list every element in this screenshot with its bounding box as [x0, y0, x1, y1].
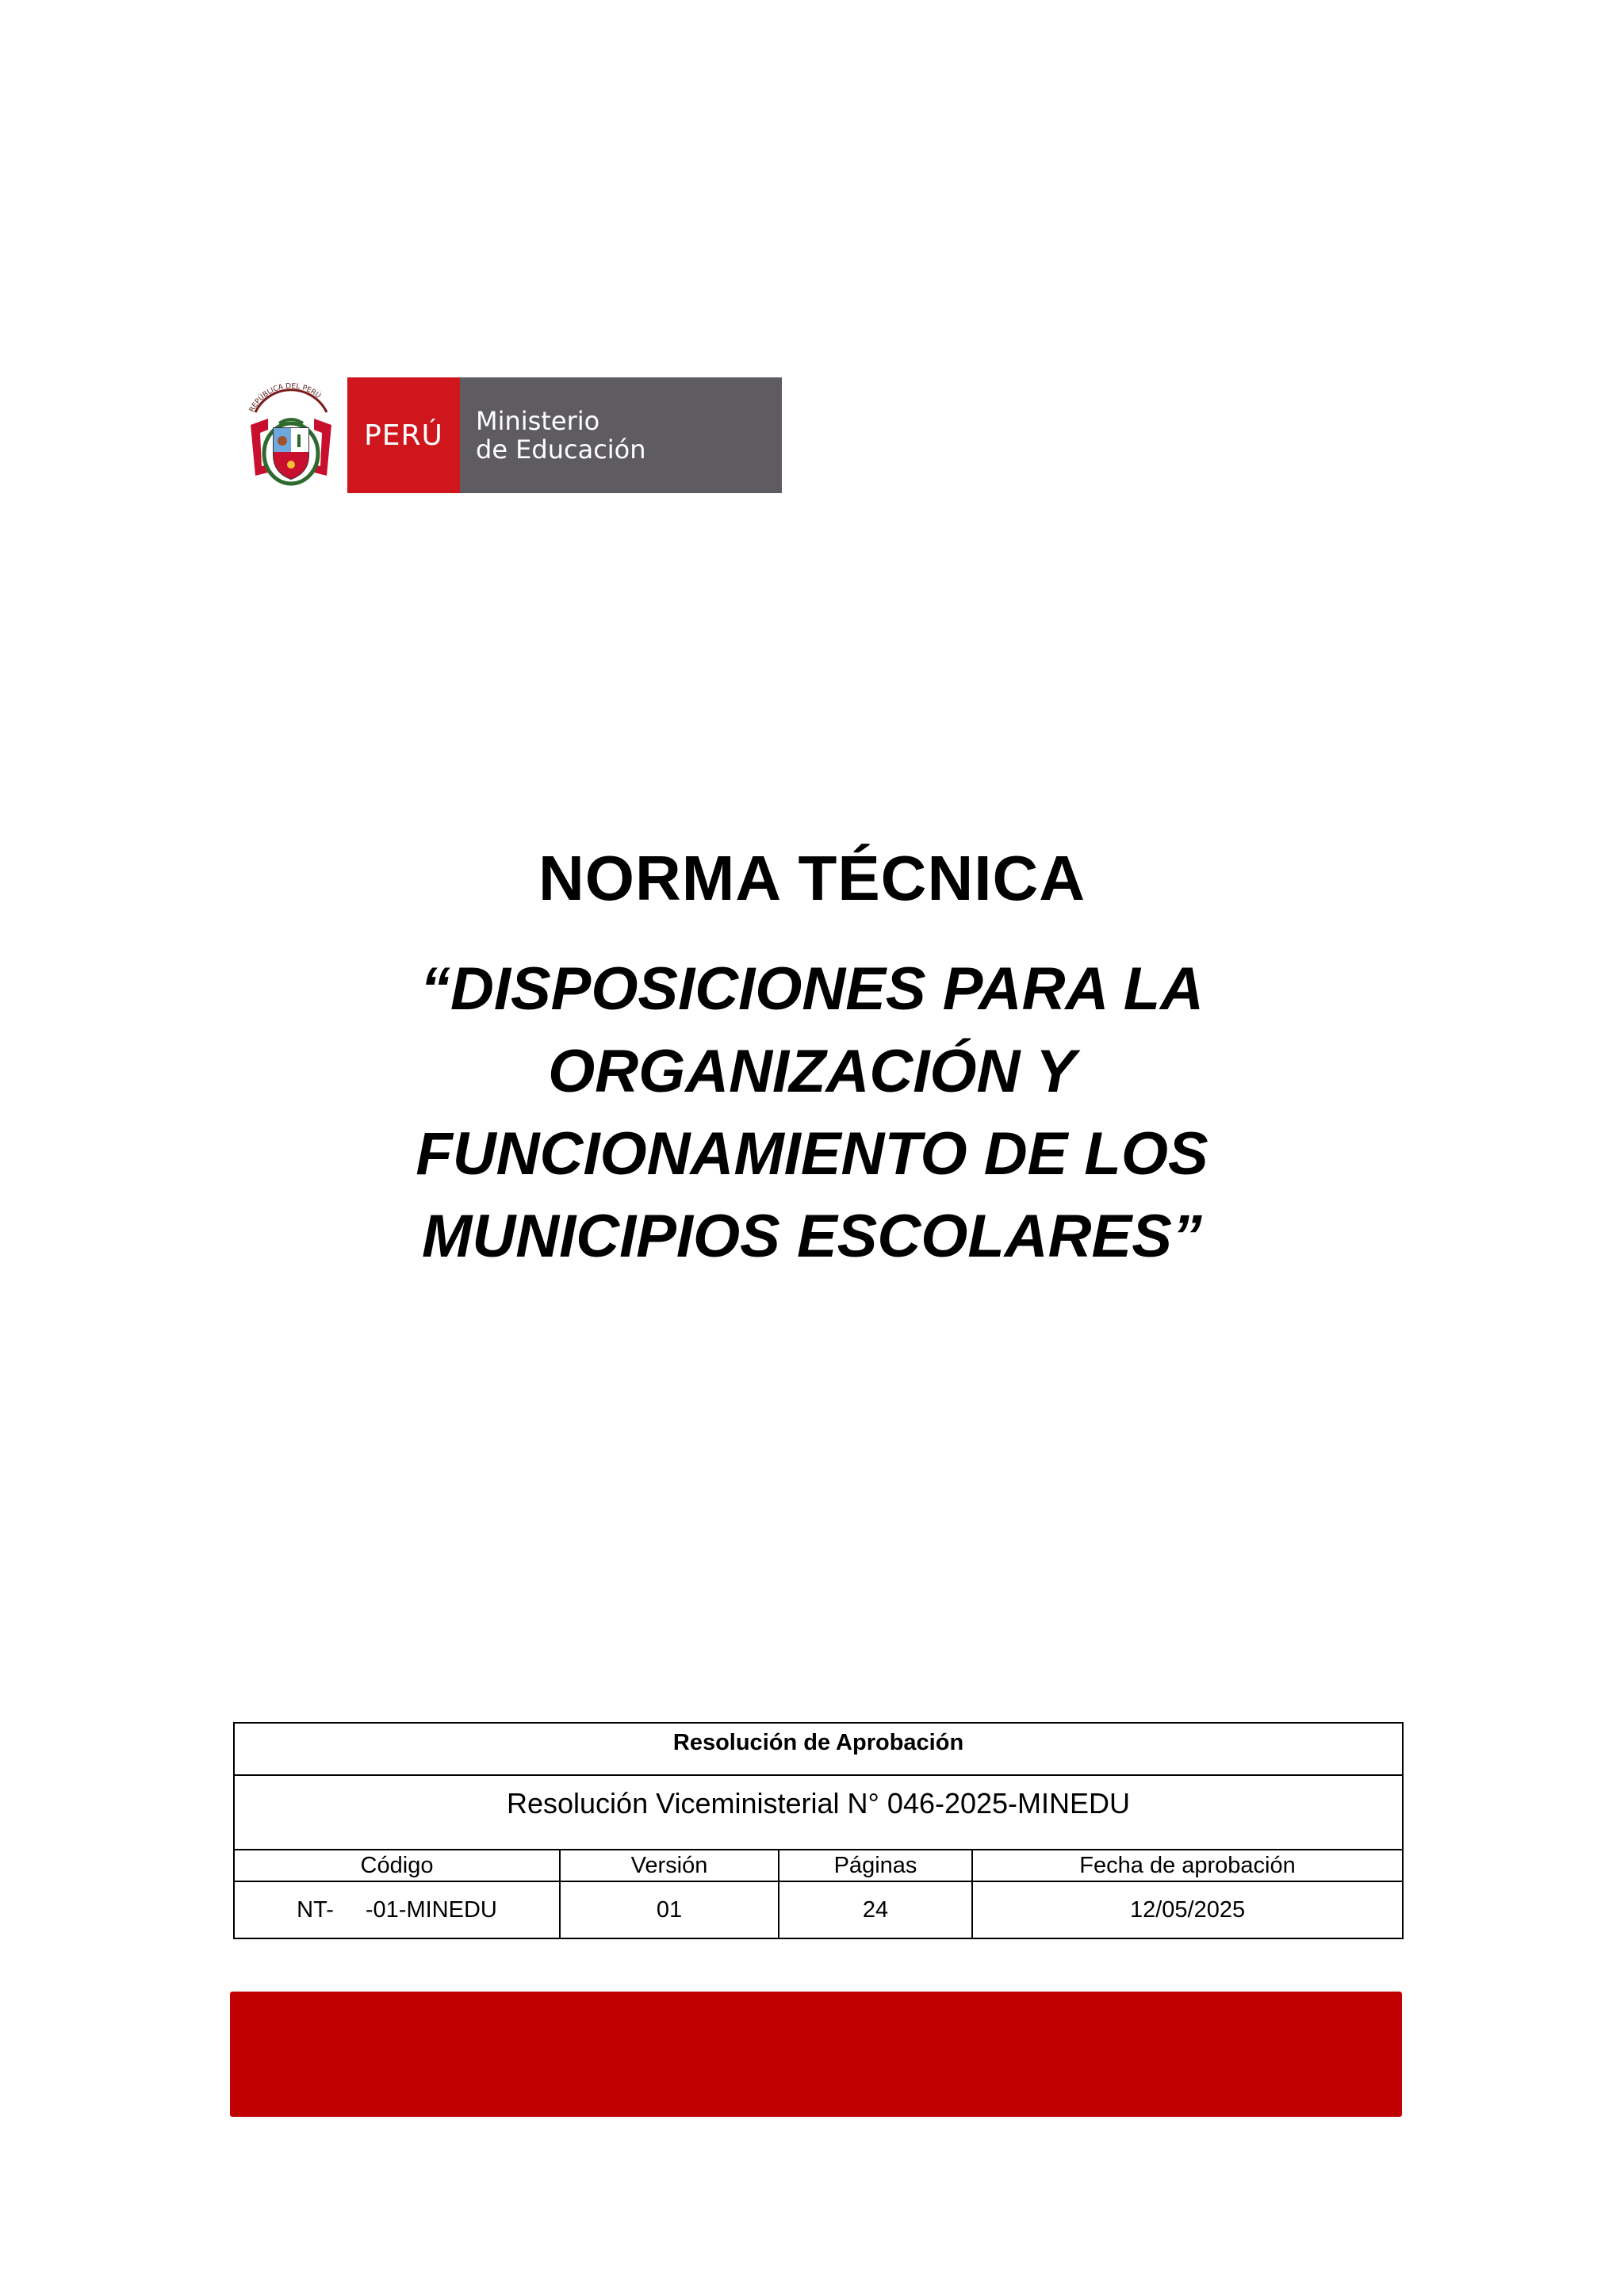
document-title-line: “DISPOSICIONES PARA LA: [419, 955, 1205, 1023]
country-label: PERÚ: [347, 377, 460, 493]
column-header-version: Versión: [560, 1850, 779, 1881]
document-title-line: ORGANIZACIÓN Y: [548, 1038, 1076, 1105]
approval-header: Resolución de Aprobación: [234, 1723, 1403, 1775]
document-title: [0, 948, 1624, 1278]
ministry-label: [460, 377, 782, 493]
version-value: 01: [560, 1881, 779, 1938]
ministry-logo: [244, 377, 782, 493]
coat-of-arms-icon: [244, 377, 338, 493]
code-suffix: -01-MINEDU: [365, 1896, 497, 1923]
ministry-label-line1: Ministerio: [476, 406, 600, 436]
column-header-pages: Páginas: [779, 1850, 972, 1881]
code-value: [234, 1881, 560, 1938]
ministry-label-line2: de Educación: [476, 434, 646, 465]
footer-band: [230, 1992, 1402, 2117]
document-title-line: MUNICIPIOS ESCOLARES”: [422, 1203, 1202, 1270]
column-header-code: Código: [234, 1850, 560, 1881]
pages-value: 24: [779, 1881, 972, 1938]
date-value: 12/05/2025: [972, 1881, 1403, 1938]
resolution-number: Resolución Viceministerial N° 046-2025-MINEDU: [234, 1775, 1403, 1850]
svg-text:REPÚBLICA DEL PERÚ: REPÚBLICA DEL PERÚ: [248, 382, 323, 414]
document-type-title: NORMA TÉCNICA: [538, 843, 1086, 913]
column-header-date: Fecha de aprobación: [972, 1850, 1403, 1881]
document-title-line: FUNCIONAMIENTO DE LOS: [416, 1120, 1208, 1188]
approval-table: [233, 1722, 1404, 1939]
code-prefix: NT-: [297, 1896, 334, 1923]
